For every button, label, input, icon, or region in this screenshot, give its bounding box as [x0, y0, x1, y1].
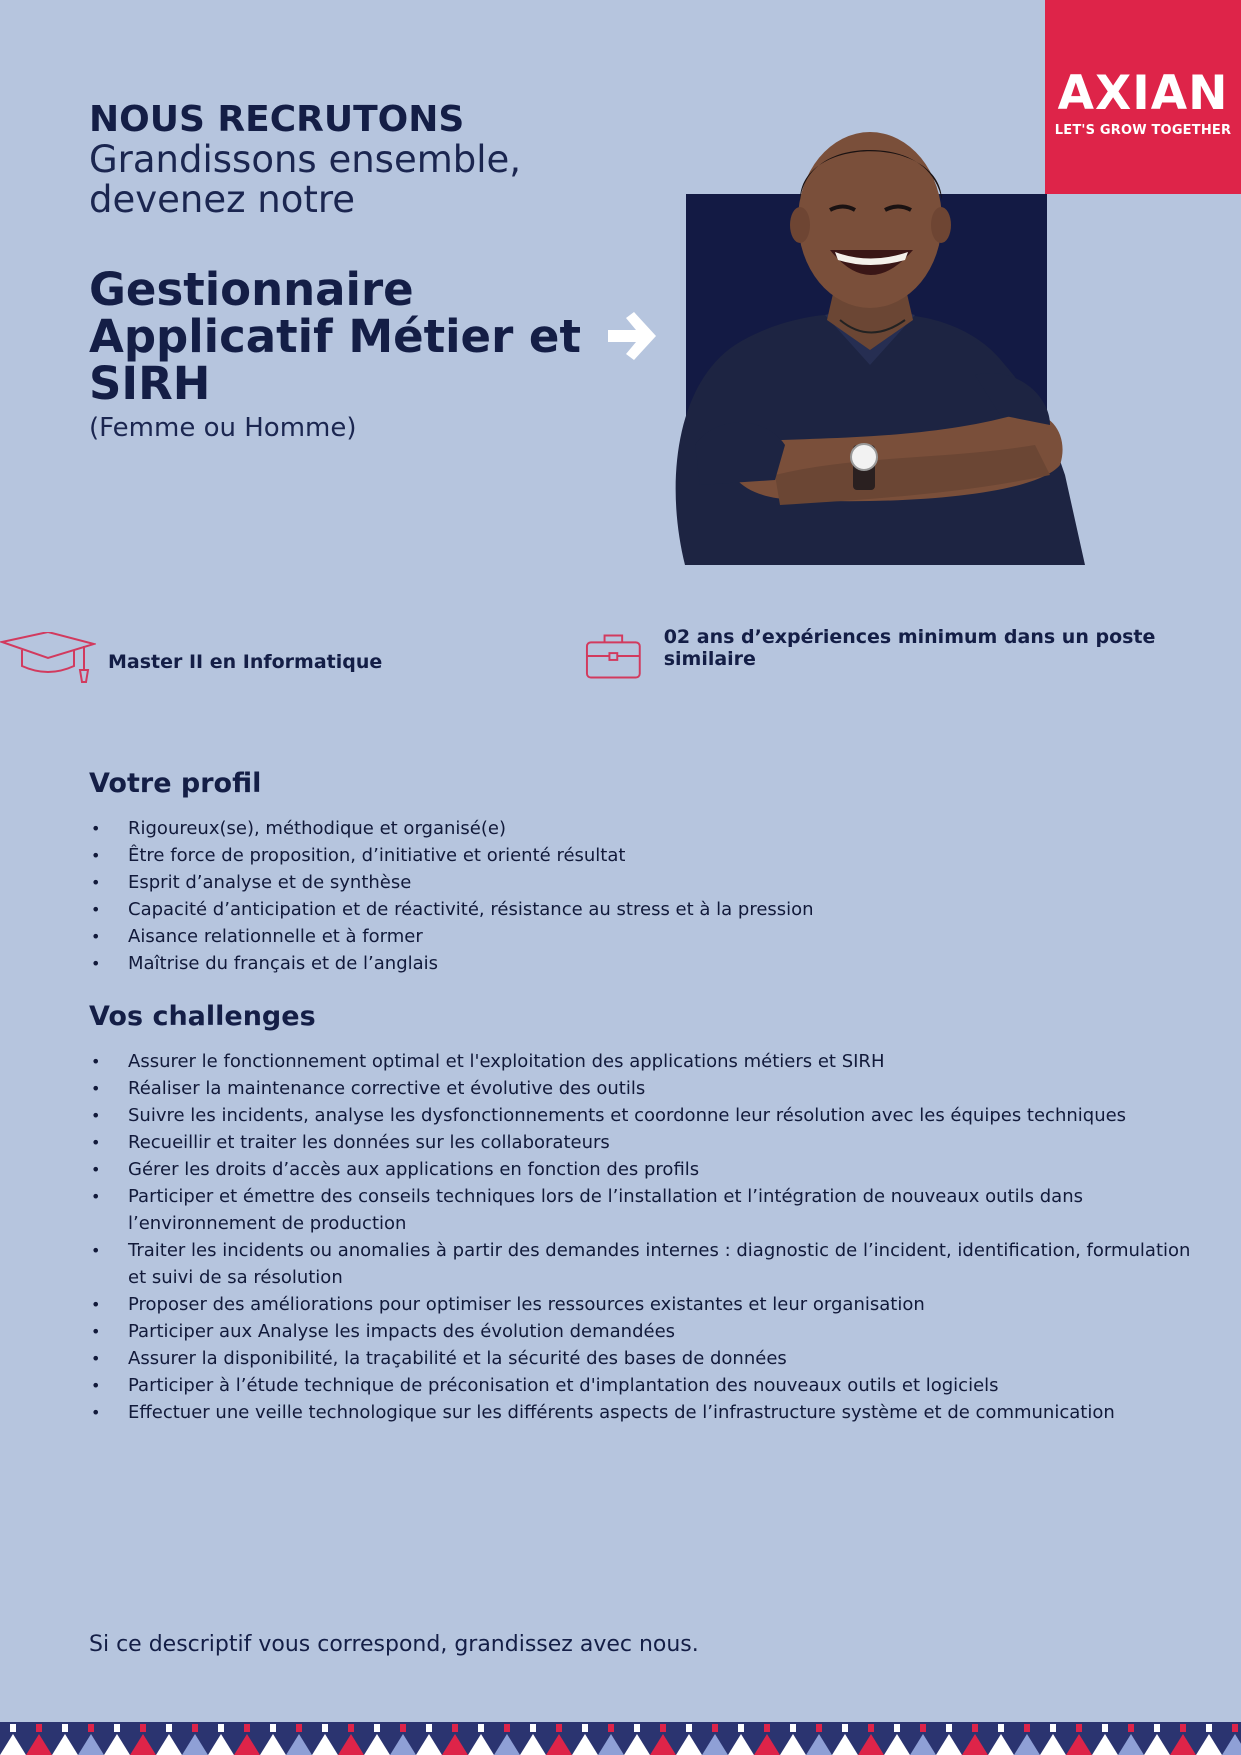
- pattern-dot: [920, 1724, 926, 1732]
- pattern-dot: [1206, 1724, 1212, 1732]
- pattern-dot: [166, 1724, 172, 1732]
- hero-heading: [89, 100, 609, 445]
- pattern-dot: [712, 1724, 718, 1732]
- list-item: • Traiter les incidents ou anomalies à partir des demandes internes : diagnostic de l’incident, identification, formulation et suivi de sa résolution: [89, 1237, 1209, 1291]
- list-item: • Être force de proposition, d’initiative et orienté résultat: [89, 842, 1209, 869]
- requirement-education: [0, 632, 382, 692]
- pattern-dot: [244, 1724, 250, 1732]
- pattern-dot: [738, 1724, 744, 1732]
- pattern-dot: [1050, 1724, 1056, 1732]
- brand-name: AXIAN: [1057, 66, 1229, 121]
- challenges-list: [89, 1048, 1209, 1426]
- decorative-pattern-border: [0, 1722, 1241, 1755]
- pattern-dot: [634, 1724, 640, 1732]
- list-item: • Participer et émettre des conseils techniques lors de l’installation et l’intégration de nouveaux outils dans l’environnement de production: [89, 1183, 1209, 1237]
- graduation-cap-icon: [0, 632, 96, 692]
- list-item: • Gérer les droits d’accès aux applications en fonction des profils: [89, 1156, 1209, 1183]
- arrow-right-icon: [606, 308, 662, 364]
- pattern-dot: [218, 1724, 224, 1732]
- pattern-dot: [374, 1724, 380, 1732]
- pattern-dot: [62, 1724, 68, 1732]
- list-item: • Recueillir et traiter les données sur les collaborateurs: [89, 1129, 1209, 1156]
- pattern-dot: [660, 1724, 666, 1732]
- pattern-dot: [972, 1724, 978, 1732]
- pattern-dot: [296, 1724, 302, 1732]
- brand-tagline: LET'S GROW TOGETHER: [1054, 123, 1232, 138]
- pattern-dot: [1232, 1724, 1238, 1732]
- challenges-section: [89, 1000, 1209, 1426]
- pattern-dot: [348, 1724, 354, 1732]
- hero-subtitle-line1: Grandissons ensemble,: [89, 138, 522, 181]
- pattern-dot: [452, 1724, 458, 1732]
- list-item: • Esprit d’analyse et de synthèse: [89, 869, 1209, 896]
- pattern-dot: [1180, 1724, 1186, 1732]
- pattern-dot: [88, 1724, 94, 1732]
- experience-label: 02 ans d’expériences minimum dans un poste similaire: [663, 626, 1156, 670]
- list-item: • Aisance relationnelle et à former: [89, 923, 1209, 950]
- pattern-dot: [686, 1724, 692, 1732]
- pattern-dot: [10, 1724, 16, 1732]
- profile-list: [89, 815, 1209, 977]
- pattern-dot: [946, 1724, 952, 1732]
- list-item: • Capacité d’anticipation et de réactivité, résistance au stress et à la pression: [89, 896, 1209, 923]
- pattern-dot: [530, 1724, 536, 1732]
- job-title-line3: SIRH: [89, 357, 211, 410]
- gender-note: (Femme ou Homme): [89, 413, 357, 443]
- pattern-dot: [140, 1724, 146, 1732]
- pattern-dot: [114, 1724, 120, 1732]
- pattern-dot: [400, 1724, 406, 1732]
- pattern-dot: [894, 1724, 900, 1732]
- pattern-dot: [478, 1724, 484, 1732]
- job-title: [89, 263, 609, 410]
- list-item: • Effectuer une veille technologique sur les différents aspects de l’infrastructure système et de communication: [89, 1399, 1209, 1426]
- pattern-dot: [36, 1724, 42, 1732]
- profile-title: Votre profil: [89, 768, 262, 799]
- pattern-dot: [1128, 1724, 1134, 1732]
- closing-line: Si ce descriptif vous correspond, grandissez avec nous.: [89, 1632, 699, 1657]
- list-item: • Proposer des améliorations pour optimiser les ressources existantes et leur organisation: [89, 1291, 1209, 1318]
- challenges-title: Vos challenges: [89, 1001, 316, 1032]
- list-item: • Suivre les incidents, analyse les dysfonctionnements et coordonne leur résolution avec les équipes techniques: [89, 1102, 1209, 1129]
- pattern-dot: [842, 1724, 848, 1732]
- pattern-dot: [1076, 1724, 1082, 1732]
- profile-section: [89, 767, 1209, 977]
- pattern-dot: [1102, 1724, 1108, 1732]
- list-item: • Assurer le fonctionnement optimal et l'exploitation des applications métiers et SIRH: [89, 1048, 1209, 1075]
- pattern-dot: [270, 1724, 276, 1732]
- list-item: • Rigoureux(se), méthodique et organisé(e): [89, 815, 1209, 842]
- list-item: • Participer aux Analyse les impacts des évolution demandées: [89, 1318, 1209, 1345]
- list-item: • Maîtrise du français et de l’anglais: [89, 950, 1209, 977]
- hero-eyebrow: NOUS RECRUTONS: [89, 99, 465, 140]
- pattern-dot: [556, 1724, 562, 1732]
- list-item: • Participer à l’étude technique de préconisation et d'implantation des nouveaux outils et logiciels: [89, 1372, 1209, 1399]
- pattern-dot: [322, 1724, 328, 1732]
- job-title-line2: Applicatif Métier et: [89, 310, 581, 363]
- requirement-experience: [585, 626, 1241, 682]
- pattern-dot: [868, 1724, 874, 1732]
- pattern-dot: [998, 1724, 1004, 1732]
- pattern-dot: [790, 1724, 796, 1732]
- pattern-dot: [582, 1724, 588, 1732]
- pattern-dot: [608, 1724, 614, 1732]
- briefcase-icon: [585, 632, 642, 682]
- pattern-dot: [816, 1724, 822, 1732]
- job-title-line1: Gestionnaire: [89, 263, 414, 316]
- pattern-dot: [192, 1724, 198, 1732]
- list-item: • Réaliser la maintenance corrective et évolutive des outils: [89, 1075, 1209, 1102]
- pattern-dot: [1154, 1724, 1160, 1732]
- pattern-dot: [504, 1724, 510, 1732]
- person-photo: [655, 115, 1095, 565]
- education-label: Master II en Informatique: [108, 651, 383, 673]
- pattern-dot: [764, 1724, 770, 1732]
- hero-subtitle-line2: devenez notre: [89, 178, 356, 221]
- pattern-dot: [1024, 1724, 1030, 1732]
- pattern-dot: [426, 1724, 432, 1732]
- list-item: • Assurer la disponibilité, la traçabilité et la sécurité des bases de données: [89, 1345, 1209, 1372]
